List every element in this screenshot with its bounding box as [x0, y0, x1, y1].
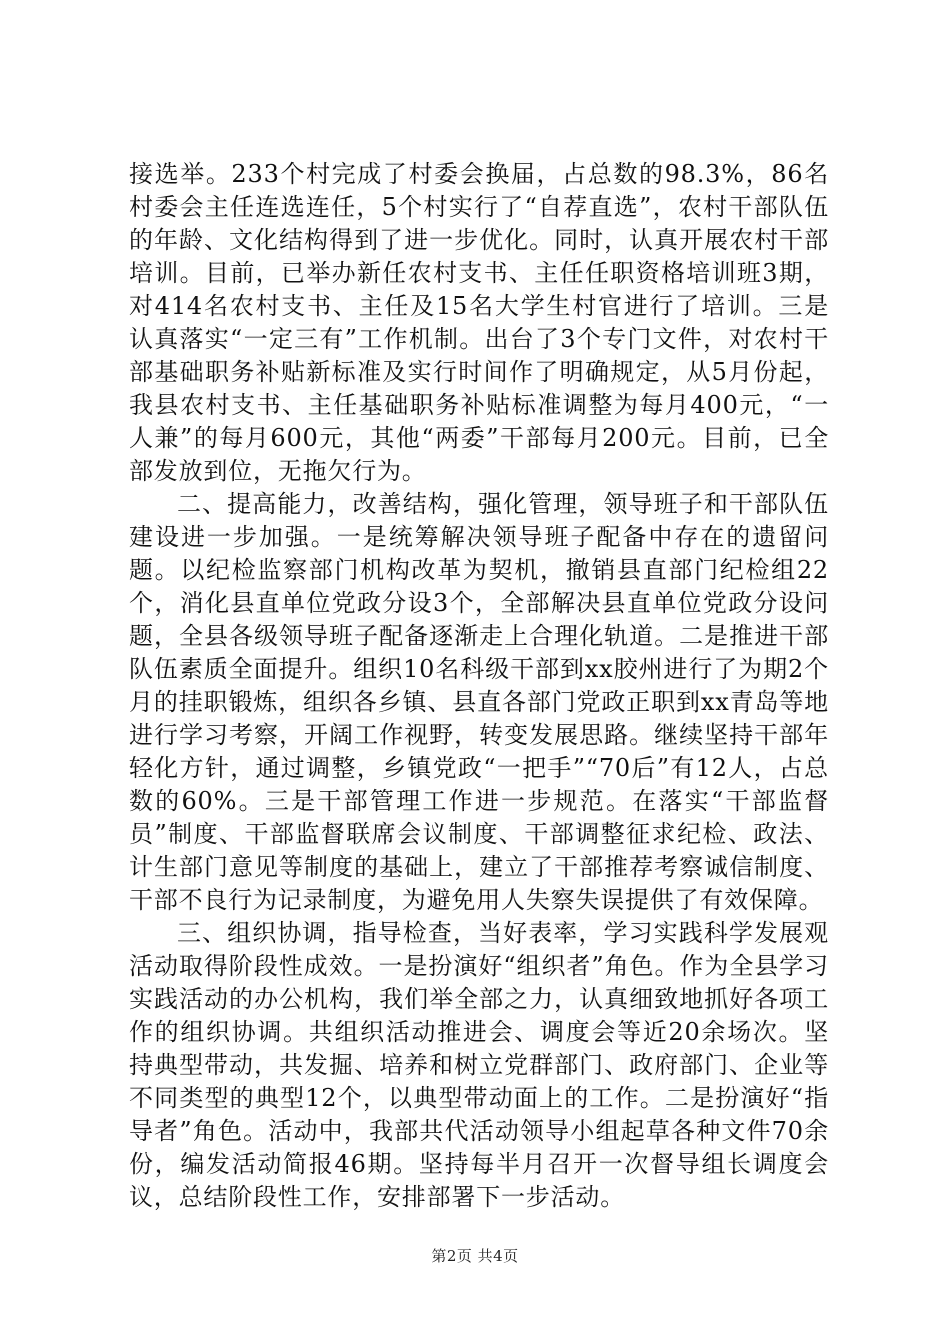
page-number-footer: 第2页 共4页: [431, 1247, 519, 1265]
document-body: [129, 158, 829, 1214]
paragraph-section-two: 二、提高能力，改善结构，强化管理，领导班子和干部队伍建设进一步加强。一是统筹解决领导班子配备中存在的遗留问题。以纪检监察部门机构改革为契机，撤销县直部门纪检组22个，消化县直单位党政分设3个，全部解决县直单位党政分设问题，全县各级领导班子配备逐渐走上合理化轨道。二是推进干部队伍素质全面提升。组织10名科级干部到xx胶州进行了为期2个月的挂职锻炼，组织各乡镇、县直各部门党政正职到xx青岛等地进行学习考察，开阔工作视野，转变发展思路。继续坚持干部年轻化方针，通过调整，乡镇党政“一把手”“70后”有12人，占总数的60%。三是干部管理工作进一步规范。在落实“干部监督员”制度、干部监督联席会议制度、干部调整征求纪检、政法、计生部门意见等制度的基础上，建立了干部推荐考察诚信制度、干部不良行为记录制度，为避免用人失察失误提供了有效保障。: [129, 490, 829, 914]
paragraph-continuation: 接选举。233个村完成了村委会换届，占总数的98.3%，86名村委会主任连选连任，5个村实行了“自荐直选”，农村干部队伍的年龄、文化结构得到了进一步优化。同时，认真开展农村干部培训。目前，已举办新任农村支书、主任任职资格培训班3期，对414名农村支书、主任及15名大学生村官进行了培训。三是认真落实“一定三有”工作机制。出台了3个专门文件，对农村干部基础职务补贴新标准及实行时间作了明确规定，从5月份起，我县农村支书、主任基础职务补贴标准调整为每月400元，“一人兼”的每月600元，其他“两委”干部每月200元。目前，已全部发放到位，无拖欠行为。: [129, 160, 829, 485]
paragraph-section-three: 三、组织协调，指导检查，当好表率，学习实践科学发展观活动取得阶段性成效。一是扮演好“组织者”角色。作为全县学习实践活动的办公机构，我们举全部之力，认真细致地抓好各项工作的组织协调。共组织活动推进会、调度会等近20余场次。坚持典型带动，共发掘、培养和树立党群部门、政府部门、企业等不同类型的典型12个，以典型带动面上的工作。二是扮演好“指导者”角色。活动中，我部共代活动领导小组起草各种文件70余份，编发活动简报46期。坚持每半月召开一次督导组长调度会议，总结阶段性工作，安排部署下一步活动。: [129, 919, 829, 1211]
